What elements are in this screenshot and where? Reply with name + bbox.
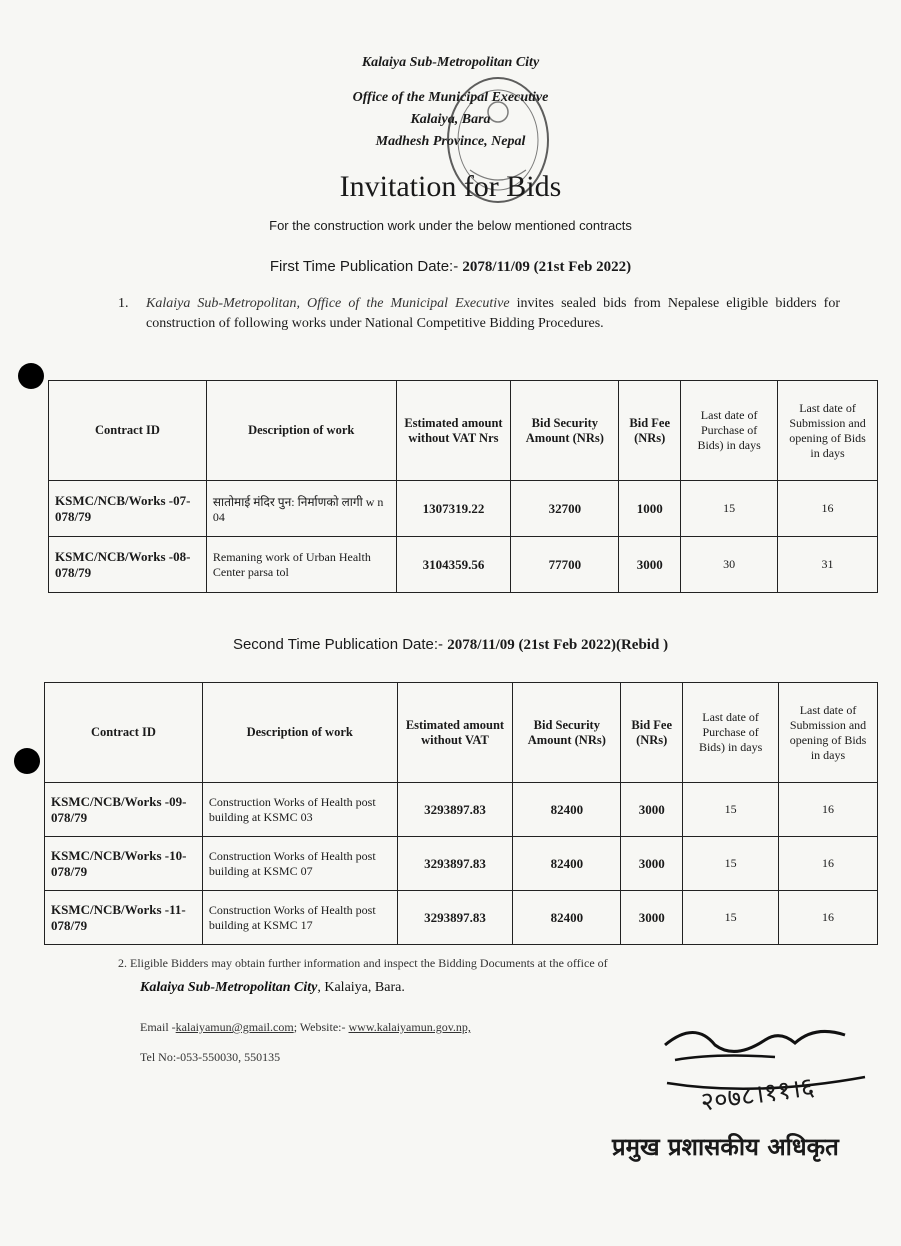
column-header: Description of work — [206, 381, 396, 481]
bid-security: 32700 — [511, 481, 619, 537]
table-header-row — [49, 381, 878, 481]
work-description: Construction Works of Health post building at KSMC 07 — [202, 837, 397, 891]
table-row — [45, 837, 878, 891]
header-province: Madhesh Province, Nepal — [375, 134, 526, 149]
second-publication-date: 2078/11/09 (21st Feb 2022)(Rebid ) — [447, 637, 669, 653]
table-row — [45, 783, 878, 837]
header-place: Kalaiya, Bara — [410, 112, 491, 127]
paragraph-1-org: Kalaiya Sub-Metropolitan, Office of the Municipal Executive — [146, 296, 510, 311]
contact-line — [140, 1020, 471, 1035]
punch-hole-mark — [18, 363, 44, 389]
column-header: Estimated amount without VAT Nrs — [396, 381, 511, 481]
purchase-days: 15 — [683, 783, 779, 837]
website-label: ; Website:- — [293, 1020, 346, 1034]
paragraph-1-text — [146, 294, 840, 334]
column-header: Last date of Purchase of Bids) in days — [681, 381, 778, 481]
punch-hole-mark — [14, 748, 40, 774]
column-header: Description of work — [202, 683, 397, 783]
estimated-amount: 3293897.83 — [397, 783, 513, 837]
paragraph-2-line2 — [140, 980, 405, 996]
first-publication-label: First Time Publication Date:- — [269, 258, 459, 275]
column-header: Contract ID — [49, 381, 207, 481]
purchase-days: 30 — [681, 537, 778, 593]
email-link[interactable]: kalaiyamun@gmail.com — [175, 1020, 294, 1034]
bid-fee: 3000 — [621, 783, 683, 837]
column-header: Estimated amount without VAT — [397, 683, 513, 783]
page-title: Invitation for Bids — [339, 170, 562, 203]
subtitle: For the construction work under the below mentioned contracts — [269, 218, 632, 233]
header-city: Kalaiya Sub-Metropolitan City — [361, 55, 540, 70]
paragraph-2-number: 2. — [118, 956, 127, 970]
table-row — [49, 537, 878, 593]
column-header: Last date of Purchase of Bids) in days — [683, 683, 779, 783]
estimated-amount: 3293897.83 — [397, 891, 513, 945]
paragraph-2-text: Eligible Bidders may obtain further information and inspect the Bidding Documents at the office of — [130, 956, 608, 970]
contract-id: KSMC/NCB/Works -08-078/79 — [49, 537, 207, 593]
work-description: Construction Works of Health post building at KSMC 03 — [202, 783, 397, 837]
website-link[interactable]: www.kalaiyamun.gov.np, — [348, 1020, 471, 1034]
purchase-days: 15 — [683, 837, 779, 891]
bids-table-1 — [48, 380, 878, 593]
paragraph-1-body: invites sealed bids from Nepalese eligible bidders for construction of following works under National Competitive Bidding Procedures. — [146, 296, 840, 331]
column-header: Last date of Submission and opening of Bids in days — [778, 381, 878, 481]
estimated-amount: 3293897.83 — [397, 837, 513, 891]
contract-id: KSMC/NCB/Works -09-078/79 — [45, 783, 203, 837]
submission-days: 16 — [779, 891, 878, 945]
first-publication — [0, 258, 901, 276]
column-header: Bid Fee (NRs) — [619, 381, 681, 481]
submission-days: 16 — [779, 837, 878, 891]
paragraph-2-org: Kalaiya Sub-Metropolitan City — [140, 980, 318, 995]
column-header: Last date of Submission and opening of Bids in days — [779, 683, 878, 783]
work-description: Construction Works of Health post building at KSMC 17 — [202, 891, 397, 945]
purchase-days: 15 — [683, 891, 779, 945]
table-row — [45, 891, 878, 945]
estimated-amount: 1307319.22 — [396, 481, 511, 537]
signature-date: २०७८।११।६ — [698, 1072, 817, 1118]
bids-table-2 — [44, 682, 878, 945]
paragraph-1-number: 1. — [118, 296, 129, 311]
contract-id: KSMC/NCB/Works -10-078/79 — [45, 837, 203, 891]
paragraph-2 — [118, 956, 718, 971]
purchase-days: 15 — [681, 481, 778, 537]
bid-security: 82400 — [513, 783, 621, 837]
submission-days: 16 — [779, 783, 878, 837]
table-row — [49, 481, 878, 537]
second-publication-label: Second Time Publication Date:- — [232, 636, 444, 653]
estimated-amount: 3104359.56 — [396, 537, 511, 593]
bid-security: 82400 — [513, 891, 621, 945]
bid-fee: 3000 — [621, 837, 683, 891]
bid-fee: 3000 — [619, 537, 681, 593]
first-publication-date: 2078/11/09 (21st Feb 2022) — [462, 259, 632, 275]
second-publication — [0, 636, 901, 654]
contract-id: KSMC/NCB/Works -07-078/79 — [49, 481, 207, 537]
bid-fee: 1000 — [619, 481, 681, 537]
telephone: Tel No:-053-550030, 550135 — [140, 1050, 281, 1064]
bid-security: 77700 — [511, 537, 619, 593]
contract-id: KSMC/NCB/Works -11-078/79 — [45, 891, 203, 945]
work-description: सातोमाई मंदिर पुन: निर्माणको लागी w n 04 — [206, 481, 396, 537]
column-header: Bid Security Amount (NRs) — [511, 381, 619, 481]
column-header: Bid Security Amount (NRs) — [513, 683, 621, 783]
submission-days: 31 — [778, 537, 878, 593]
paragraph-2-place: , Kalaiya, Bara. — [317, 980, 405, 995]
table-header-row — [45, 683, 878, 783]
column-header: Contract ID — [45, 683, 203, 783]
header-office: Office of the Municipal Executive — [352, 90, 549, 105]
submission-days: 16 — [778, 481, 878, 537]
bid-security: 82400 — [513, 837, 621, 891]
official-title: प्रमुख प्रशासकीय अधिकृत — [612, 1133, 839, 1161]
column-header: Bid Fee (NRs) — [621, 683, 683, 783]
email-label: Email - — [140, 1020, 176, 1034]
work-description: Remaning work of Urban Health Center parsa tol — [206, 537, 396, 593]
bid-fee: 3000 — [621, 891, 683, 945]
